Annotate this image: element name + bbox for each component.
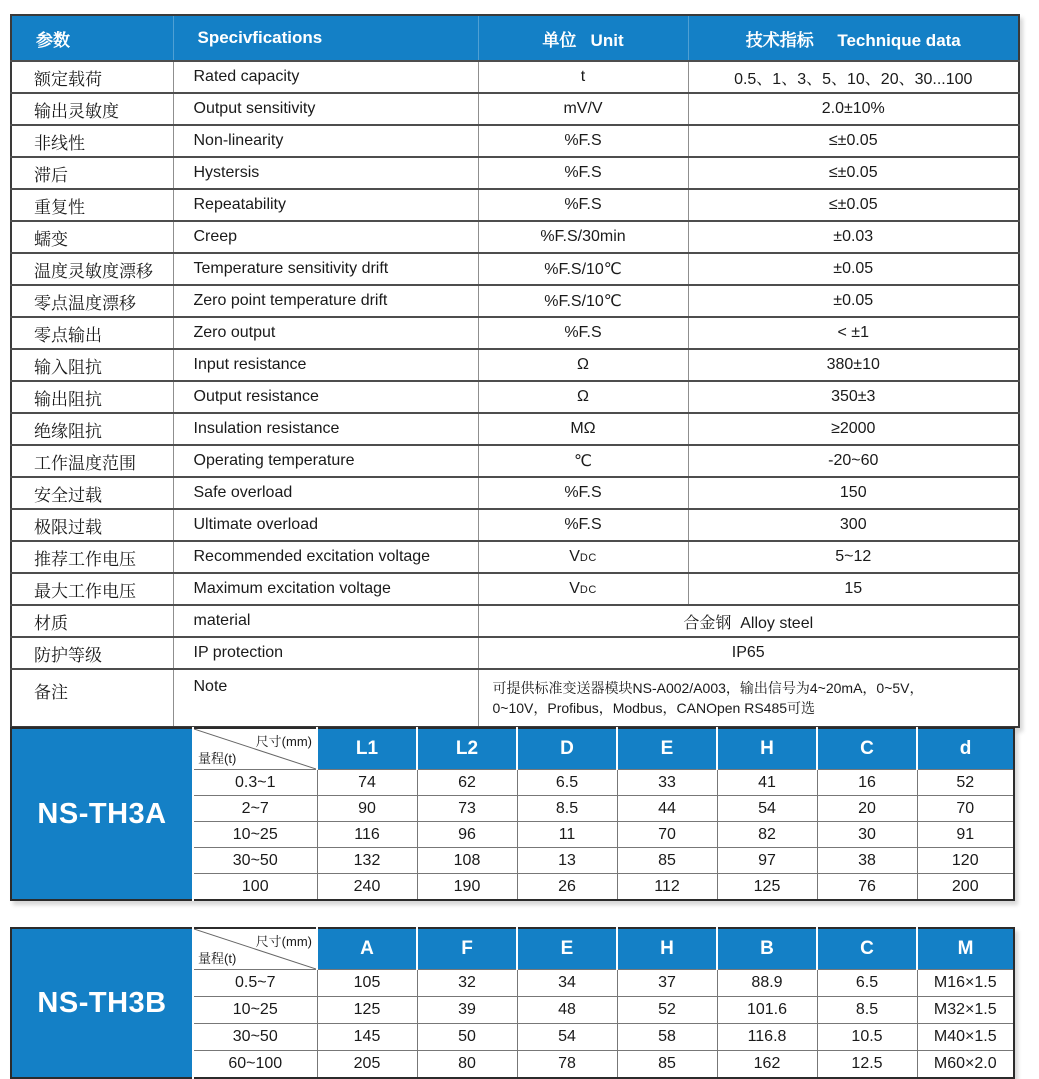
dim-value: 88.9	[717, 970, 817, 997]
dim-value: 190	[417, 874, 517, 901]
corner-label-range: 量程(t)	[198, 751, 237, 766]
dim-value: 116	[317, 822, 417, 848]
dim-header-row	[11, 728, 1014, 770]
param-en: Temperature sensitivity drift	[173, 253, 478, 285]
unit-main: V	[569, 580, 580, 597]
dim-value: 38	[817, 848, 917, 874]
unit-cell: %F.S/10℃	[478, 253, 688, 285]
param-en: Safe overload	[173, 477, 478, 509]
param-en: Hystersis	[173, 157, 478, 189]
dim-value: 85	[617, 848, 717, 874]
dim-value: 58	[617, 1024, 717, 1051]
value-cell-merged: 合金钢 Alloy steel	[478, 605, 1019, 637]
param-cn: 推荐工作电压	[11, 541, 173, 573]
dim-value: 8.5	[817, 997, 917, 1024]
unit-cell: %F.S	[478, 157, 688, 189]
dim-value: 12.5	[817, 1051, 917, 1079]
param-cn: 温度灵敏度漂移	[11, 253, 173, 285]
value-cell: 0.5、1、3、5、10、20、30...100	[688, 61, 1019, 93]
spec-row-temperature-sensitivity-drift	[11, 253, 1019, 285]
dim-value: 90	[317, 796, 417, 822]
spec-row-material	[11, 605, 1019, 637]
dim-col-header: H	[617, 928, 717, 970]
unit-subscript: DC	[579, 584, 597, 596]
spec-row-non-linearity	[11, 125, 1019, 157]
spec-row-insulation-resistance	[11, 413, 1019, 445]
range-cell: 10~25	[193, 822, 317, 848]
param-en: Output sensitivity	[173, 93, 478, 125]
unit-cell: %F.S	[478, 477, 688, 509]
value-cell: ±0.03	[688, 221, 1019, 253]
note-line-2: 0~10V，Profibus，Modbus，CANOpen RS485可选	[492, 700, 816, 716]
spec-row-output-sensitivity	[11, 93, 1019, 125]
dimensions-table-ns-th3b	[10, 927, 1015, 1079]
model-label: NS-TH3A	[11, 728, 193, 900]
value-cell: 15	[688, 573, 1019, 605]
dim-value: 73	[417, 796, 517, 822]
param-en: Note	[173, 669, 478, 727]
param-cn: 绝缘阻抗	[11, 413, 173, 445]
dim-value: 145	[317, 1024, 417, 1051]
param-en: Zero output	[173, 317, 478, 349]
dim-value: 125	[317, 997, 417, 1024]
unit-cell: t	[478, 61, 688, 93]
range-cell: 10~25	[193, 997, 317, 1024]
dim-col-header: L1	[317, 728, 417, 770]
dim-col-header: C	[817, 728, 917, 770]
dim-value: 6.5	[817, 970, 917, 997]
unit-cell: %F.S	[478, 317, 688, 349]
spec-row-safe-overload	[11, 477, 1019, 509]
param-cn: 输出阻抗	[11, 381, 173, 413]
dim-value: 112	[617, 874, 717, 901]
dim-value: 50	[417, 1024, 517, 1051]
param-en: Zero point temperature drift	[173, 285, 478, 317]
param-en: Maximum excitation voltage	[173, 573, 478, 605]
dim-value: 96	[417, 822, 517, 848]
value-cell: ≥2000	[688, 413, 1019, 445]
dim-value: 108	[417, 848, 517, 874]
dim-col-header: H	[717, 728, 817, 770]
dim-value: 82	[717, 822, 817, 848]
dim-value: 97	[717, 848, 817, 874]
spec-row-recommended-excitation-voltage	[11, 541, 1019, 573]
dim-col-header: E	[617, 728, 717, 770]
spec-row-ultimate-overload	[11, 509, 1019, 541]
range-cell: 60~100	[193, 1051, 317, 1079]
dim-value: 70	[617, 822, 717, 848]
value-cell: 150	[688, 477, 1019, 509]
dim-value: 52	[617, 997, 717, 1024]
dim-value: 6.5	[517, 770, 617, 796]
dim-value: 62	[417, 770, 517, 796]
dim-col-header: M	[917, 928, 1014, 970]
dim-value: M16×1.5	[917, 970, 1014, 997]
unit-cell: mV/V	[478, 93, 688, 125]
param-cn: 极限过载	[11, 509, 173, 541]
dim-value: 74	[317, 770, 417, 796]
range-cell: 2~7	[193, 796, 317, 822]
spec-row-rated-capacity	[11, 61, 1019, 93]
dim-col-header: d	[917, 728, 1014, 770]
param-en: Rated capacity	[173, 61, 478, 93]
dim-value: 10.5	[817, 1024, 917, 1051]
value-cell: ≤±0.05	[688, 125, 1019, 157]
dim-value: 120	[917, 848, 1014, 874]
dim-col-header: C	[817, 928, 917, 970]
spec-row-note	[11, 669, 1019, 727]
unit-cell: Ω	[478, 381, 688, 413]
dim-col-header: F	[417, 928, 517, 970]
col-header-unit: 单位 Unit	[478, 15, 688, 61]
col-header-param: 参数	[11, 15, 173, 61]
dim-value: 16	[817, 770, 917, 796]
dim-value: M32×1.5	[917, 997, 1014, 1024]
dim-value: 37	[617, 970, 717, 997]
param-en: Non-linearity	[173, 125, 478, 157]
value-cell: 350±3	[688, 381, 1019, 413]
unit-cell: %F.S	[478, 125, 688, 157]
param-cn: 备注	[11, 669, 173, 727]
spec-row-input-resistance	[11, 349, 1019, 381]
corner-cell	[193, 728, 317, 770]
dimensions-table-ns-th3a	[10, 727, 1015, 901]
dim-value: 32	[417, 970, 517, 997]
corner-cell	[193, 928, 317, 970]
specification-table	[10, 14, 1020, 728]
unit-cell: MΩ	[478, 413, 688, 445]
corner-label-range: 量程(t)	[198, 951, 237, 966]
dim-value: 11	[517, 822, 617, 848]
range-cell: 30~50	[193, 848, 317, 874]
dim-value: 101.6	[717, 997, 817, 1024]
dim-value: M60×2.0	[917, 1051, 1014, 1079]
value-cell: ±0.05	[688, 253, 1019, 285]
value-cell: -20~60	[688, 445, 1019, 477]
spec-header-row	[11, 15, 1019, 61]
dim-value: 52	[917, 770, 1014, 796]
dim-col-header: B	[717, 928, 817, 970]
dim-value: 54	[717, 796, 817, 822]
dim-value: 200	[917, 874, 1014, 901]
dim-value: 70	[917, 796, 1014, 822]
param-cn: 重复性	[11, 189, 173, 221]
param-cn: 工作温度范围	[11, 445, 173, 477]
param-en: Ultimate overload	[173, 509, 478, 541]
dim-value: 30	[817, 822, 917, 848]
spec-row-creep	[11, 221, 1019, 253]
spec-row-ip-protection	[11, 637, 1019, 669]
param-cn: 滞后	[11, 157, 173, 189]
param-en: Recommended excitation voltage	[173, 541, 478, 573]
dim-value: 91	[917, 822, 1014, 848]
col-header-technique-data: 技术指标 Technique data	[688, 15, 1019, 61]
dim-value: 85	[617, 1051, 717, 1079]
model-label: NS-TH3B	[11, 928, 193, 1078]
unit-cell: %F.S/30min	[478, 221, 688, 253]
param-cn: 额定载荷	[11, 61, 173, 93]
dim-value: 41	[717, 770, 817, 796]
dim-value: 78	[517, 1051, 617, 1079]
dim-col-header: D	[517, 728, 617, 770]
unit-cell	[478, 573, 688, 605]
spec-row-hysteresis	[11, 157, 1019, 189]
dim-value: 162	[717, 1051, 817, 1079]
dim-value: 54	[517, 1024, 617, 1051]
dim-value: 44	[617, 796, 717, 822]
param-en: Output resistance	[173, 381, 478, 413]
dim-value: 34	[517, 970, 617, 997]
value-cell: < ±1	[688, 317, 1019, 349]
param-cn: 蠕变	[11, 221, 173, 253]
dim-header-row	[11, 928, 1014, 970]
value-cell: ≤±0.05	[688, 189, 1019, 221]
unit-cell: Ω	[478, 349, 688, 381]
param-cn: 防护等级	[11, 637, 173, 669]
dim-value: 125	[717, 874, 817, 901]
spec-row-output-resistance	[11, 381, 1019, 413]
dim-value: 26	[517, 874, 617, 901]
dim-value: 240	[317, 874, 417, 901]
spec-row-repeatability	[11, 189, 1019, 221]
param-en: Input resistance	[173, 349, 478, 381]
unit-cell: %F.S/10℃	[478, 285, 688, 317]
unit-cell: %F.S	[478, 189, 688, 221]
value-cell: 2.0±10%	[688, 93, 1019, 125]
dim-value: 33	[617, 770, 717, 796]
value-cell: ≤±0.05	[688, 157, 1019, 189]
note-text	[478, 669, 1019, 727]
param-en: Repeatability	[173, 189, 478, 221]
spec-row-maximum-excitation-voltage	[11, 573, 1019, 605]
dim-value: 205	[317, 1051, 417, 1079]
param-en: IP protection	[173, 637, 478, 669]
range-cell: 100	[193, 874, 317, 901]
corner-label-size: 尺寸(mm)	[255, 734, 312, 749]
value-cell: 300	[688, 509, 1019, 541]
param-cn: 最大工作电压	[11, 573, 173, 605]
dim-value: 105	[317, 970, 417, 997]
dim-value: M40×1.5	[917, 1024, 1014, 1051]
unit-subscript: DC	[579, 552, 597, 564]
dim-value: 8.5	[517, 796, 617, 822]
dim-value: 20	[817, 796, 917, 822]
param-cn: 非线性	[11, 125, 173, 157]
param-cn: 安全过载	[11, 477, 173, 509]
spec-row-operating-temperature	[11, 445, 1019, 477]
unit-main: V	[569, 548, 580, 565]
dim-value: 116.8	[717, 1024, 817, 1051]
range-cell: 0.3~1	[193, 770, 317, 796]
range-cell: 0.5~7	[193, 970, 317, 997]
param-cn: 输入阻抗	[11, 349, 173, 381]
param-cn: 零点温度漂移	[11, 285, 173, 317]
corner-label-size: 尺寸(mm)	[255, 934, 312, 949]
unit-cell: %F.S	[478, 509, 688, 541]
range-cell: 30~50	[193, 1024, 317, 1051]
dim-col-header: E	[517, 928, 617, 970]
value-cell-merged: IP65	[478, 637, 1019, 669]
param-cn: 输出灵敏度	[11, 93, 173, 125]
value-cell: ±0.05	[688, 285, 1019, 317]
dim-value: 76	[817, 874, 917, 901]
param-en: Creep	[173, 221, 478, 253]
param-en: Insulation resistance	[173, 413, 478, 445]
spec-row-zero-point-temperature-drift	[11, 285, 1019, 317]
dim-value: 48	[517, 997, 617, 1024]
dim-col-header: A	[317, 928, 417, 970]
dim-value: 39	[417, 997, 517, 1024]
dim-col-header: L2	[417, 728, 517, 770]
col-header-specifications: Specivfications	[173, 15, 478, 61]
value-cell: 5~12	[688, 541, 1019, 573]
dim-value: 13	[517, 848, 617, 874]
note-line-1: 可提供标准变送器模块NS-A002/A003，输出信号为4~20mA，0~5V，	[492, 680, 924, 696]
dim-value: 132	[317, 848, 417, 874]
value-cell: 380±10	[688, 349, 1019, 381]
unit-cell: ℃	[478, 445, 688, 477]
dim-value: 80	[417, 1051, 517, 1079]
param-cn: 材质	[11, 605, 173, 637]
param-en: material	[173, 605, 478, 637]
unit-cell	[478, 541, 688, 573]
param-en: Operating temperature	[173, 445, 478, 477]
param-cn: 零点输出	[11, 317, 173, 349]
spec-row-zero-output	[11, 317, 1019, 349]
